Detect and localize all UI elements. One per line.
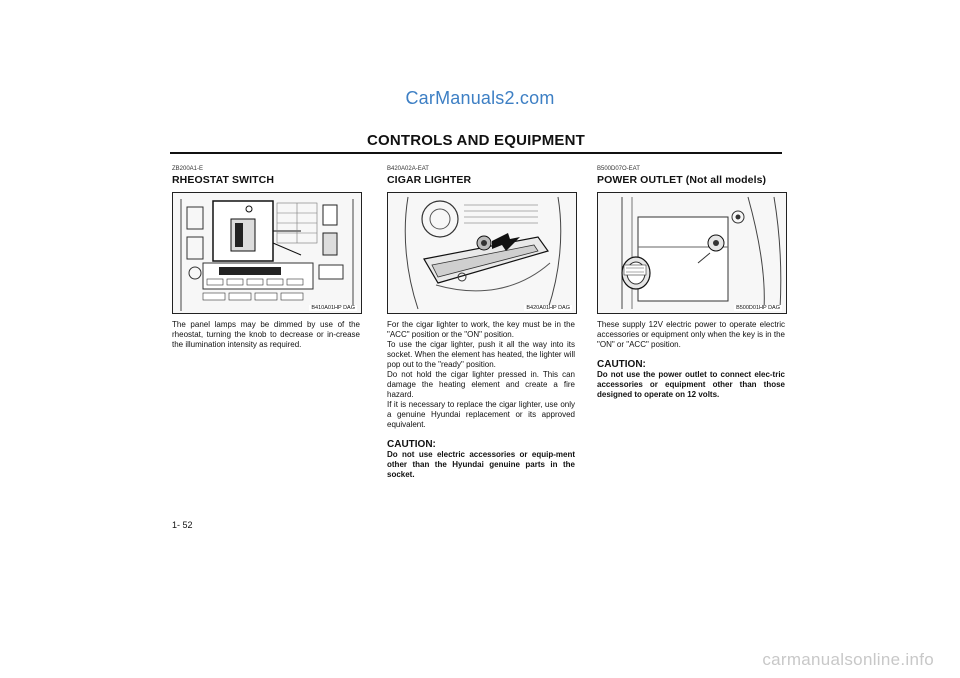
page-number: 1- 52 [172, 520, 193, 530]
caution-text: Do not use electric accessories or equip-ment other than the Hyundai genuine parts in the socket. [387, 450, 575, 479]
section-title: RHEOSTAT SWITCH [172, 174, 275, 186]
section-code: B500D07O-EAT [597, 166, 640, 172]
caution-title: CAUTION: [597, 359, 646, 370]
watermark-bottom[interactable]: carmanualsonline.info [762, 650, 934, 669]
section-body [597, 320, 785, 350]
figure-caption: B410A01HP DAG [311, 305, 355, 311]
paragraph: The panel lamps may be dimmed by use of the rheostat, turning the knob to decrease or in-crease the illumination intensity as required. [172, 320, 360, 349]
watermark-top[interactable]: CarManuals2.com [405, 88, 555, 108]
page-header-title: CONTROLS AND EQUIPMENT [366, 132, 585, 149]
figure-caption: B420A01HP DAG [526, 305, 570, 311]
section-title: CIGAR LIGHTER [387, 174, 472, 186]
caution-title: CAUTION: [387, 439, 436, 450]
paragraph: Do not hold the cigar lighter pressed in. This can damage the heating element and create a fire hazard. [387, 370, 575, 399]
caution-text: Do not use the power outlet to connect elec-tric accessories or equipment other than those designed to operate on 12 volts. [597, 370, 785, 399]
section-rheostat-switch [172, 166, 360, 350]
section-title: POWER OUTLET (Not all models) [597, 174, 767, 186]
section-body [387, 320, 575, 430]
header-rule [170, 152, 782, 154]
power-outlet-illustration [597, 192, 787, 314]
section-body [172, 320, 360, 350]
figure-caption: B500D01HP DAG [736, 305, 780, 311]
paragraph: To use the cigar lighter, push it all the way into its socket. When the element has heated, the lighter will pop out to the "ready" position. [387, 340, 575, 369]
section-cigar-lighter [387, 166, 575, 480]
section-code: B420A02A-EAT [387, 166, 429, 172]
rheostat-switch-illustration [172, 192, 362, 314]
paragraph: If it is necessary to replace the cigar lighter, use only a genuine Hyundai replacement or its approved equivalent. [387, 400, 575, 429]
paragraph: For the cigar lighter to work, the key must be in the "ACC" position or the "ON" position. [387, 320, 575, 339]
section-power-outlet [597, 166, 785, 400]
paragraph: These supply 12V electric power to operate electric accessories or equipment only when the key is in the "ON" or "ACC" position. [597, 320, 785, 349]
section-code: ZB200A1-E [172, 166, 204, 172]
cigar-lighter-illustration [387, 192, 577, 314]
